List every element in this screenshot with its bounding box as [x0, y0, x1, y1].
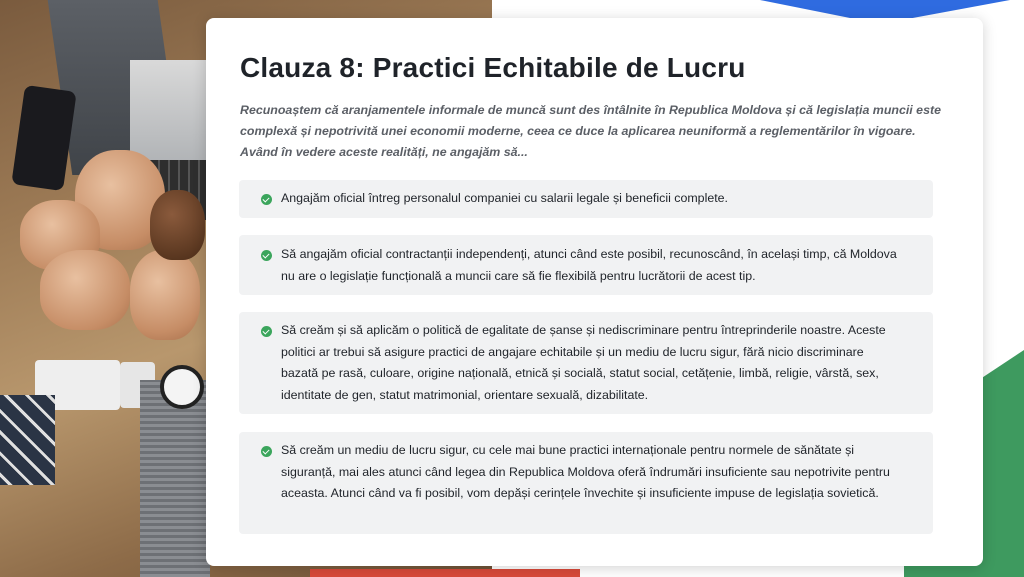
photo-fist — [130, 250, 200, 340]
list-item — [239, 432, 933, 534]
photo-wristwatch — [160, 365, 204, 409]
check-circle-icon — [261, 194, 272, 205]
check-circle-icon — [261, 446, 272, 457]
content-card — [206, 18, 983, 566]
intro-paragraph: Recunoaștem că aranjamentele informale de muncă sunt des întâlnite în Republica Moldova și că legislația muncii este complexă și nepotrivită unei economii moderne, ceea ce duce la aplicarea neuniformă a reglementărilor în vigoare. Având în vedere aceste realități, ne angajăm să... — [240, 103, 941, 159]
list-item-text: Să creăm un mediu de lucru sigur, cu cele mai bune practici internaționale pentru normele de sănătate și siguranță, mai ales atunci când legea din Republica Moldova oferă îndrumări insuficiente sau nepotrivite pentru aceasta. Atunci când va fi posibil, vom depăși cerințele învechite și insuficiente impuse de legislația sovietică. — [281, 443, 890, 500]
list-item — [239, 312, 933, 414]
accent-red-bar — [310, 569, 580, 577]
photo-phone — [11, 85, 76, 191]
check-circle-icon — [261, 326, 272, 337]
photo-plaid-sleeve — [0, 395, 55, 485]
list-item-text: Să angajăm oficial contractanții independenți, atunci când este posibil, recunoscând, în același timp, că Moldova nu are o legislație funcțională a muncii care să fie flexibilă pentru lucrătorii de acest tip. — [281, 247, 897, 283]
photo-fist — [40, 250, 130, 330]
photo-knit-sleeve — [140, 380, 210, 577]
list-item — [239, 235, 933, 295]
check-circle-icon — [261, 250, 272, 261]
slide-title: Clauza 8: Practici Echitabile de Lucru — [240, 52, 746, 83]
photo-fist — [150, 190, 205, 260]
list-item — [239, 180, 933, 218]
list-item-text: Angajăm oficial întreg personalul companiei cu salarii legale și beneficii complete. — [281, 191, 728, 205]
list-item-text: Să creăm și să aplicăm o politică de egalitate de șanse și nediscriminare pentru întreprinderile noastre. Aceste politici ar trebui să asigure practici de angajare echitabile și un mediu de lucru sigur, fără nicio discriminare bazată pe rasă, culoare, origine națională, etnică și socială, statut social, cetățenie, limbă, religie, vârstă, sex, identitate de gen, statut matrimonial, orientare sexuală, dizabilitate. — [281, 323, 886, 402]
